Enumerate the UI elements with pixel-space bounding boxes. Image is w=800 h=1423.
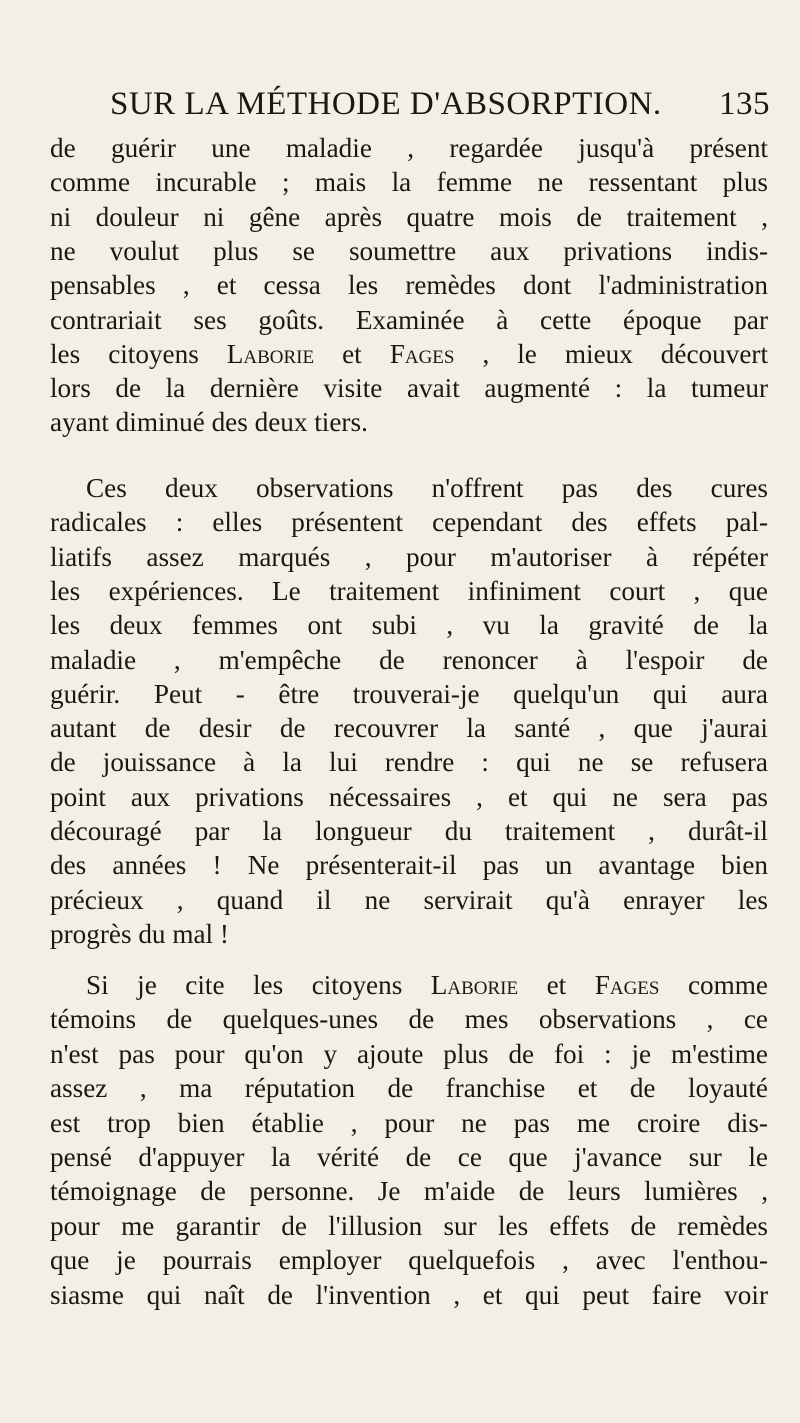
text-line: ne voulut plus se soumettre aux privations indis-	[50, 235, 768, 266]
text-line: les deux femmes ont subi , vu la gravité de la	[50, 610, 768, 641]
text-line: radicales : elles présentent cependant des effets pal-	[50, 507, 768, 538]
name-small-caps: Laborie	[226, 338, 315, 369]
text-line: de jouissance à la lui rendre : qui ne se refusera	[50, 747, 768, 778]
text-fragment: Si je cite les citoyens	[86, 970, 431, 1000]
text-line	[86, 968, 768, 1002]
name-small-caps: Fages	[389, 338, 455, 369]
running-title: SUR LA MÉTHODE D'ABSORPTION.	[110, 86, 662, 122]
page-number: 135	[719, 86, 770, 122]
text-fragment: et	[314, 338, 390, 369]
text-fragment: les citoyens	[50, 338, 227, 369]
text-line: témoignage de personne. Je m'aide de leurs lumières ,	[50, 1176, 768, 1207]
text-line: progrès du mal !	[50, 918, 229, 949]
text-line: contrariait ses goûts. Examinée à cette époque par	[50, 304, 768, 335]
text-line: est trop bien établie , pour ne pas me croire dis-	[50, 1107, 768, 1138]
running-header	[110, 86, 770, 123]
text-line: ni douleur ni gêne après quatre mois de traitement ,	[50, 201, 768, 232]
text-line: comme incurable ; mais la femme ne ressentant plus	[50, 167, 768, 198]
text-line: liatifs assez marqués , pour m'autoriser à répéter	[50, 541, 768, 572]
text-fragment: , le mieux découvert	[454, 338, 768, 369]
text-line: assez , ma réputation de franchise et de loyauté	[50, 1073, 768, 1104]
text-line: pensé d'appuyer la vérité de ce que j'avance sur le	[50, 1142, 768, 1172]
text-line: découragé par la longueur du traitement , durât-il	[50, 816, 768, 846]
text-line: autant de desir de recouvrer la santé , que j'aurai	[50, 713, 768, 744]
text-line	[50, 337, 768, 371]
text-line: n'est pas pour qu'on y ajoute plus de foi : je m'estime	[50, 1038, 768, 1069]
text-fragment: et	[518, 970, 595, 1000]
text-line: ayant diminué des deux tiers.	[50, 407, 368, 438]
text-line: que je pourrais employer quelquefois , avec l'enthou-	[50, 1245, 768, 1276]
text-line: de guérir une maladie , regardée jusqu'à présent	[50, 133, 768, 163]
text-line: Ces deux observations n'offrent pas des cures	[86, 473, 768, 503]
text-line: pour me garantir de l'illusion sur les effets de remèdes	[50, 1210, 768, 1241]
text-line: siasme qui naît de l'invention , et qui peut faire voir	[50, 1279, 768, 1310]
name-small-caps: Laborie	[430, 970, 519, 1000]
text-line: lors de la dernière visite avait augmenté : la tumeur	[50, 373, 768, 404]
text-line: guérir. Peut - être trouverai-je quelqu'un qui aura	[50, 678, 768, 709]
name-small-caps: Fages	[594, 970, 660, 1000]
text-fragment: comme	[659, 970, 768, 1000]
text-line: témoins de quelques-unes de mes observations , ce	[50, 1004, 768, 1035]
text-line: maladie , m'empêche de renoncer à l'espoir de	[50, 644, 768, 675]
text-line: point aux privations nécessaires , et qui ne sera pas	[50, 781, 768, 812]
text-line: précieux , quand il ne servirait qu'à enrayer les	[50, 884, 768, 915]
text-line: pensables , et cessa les remèdes dont l'administration	[50, 270, 768, 301]
text-line: les expériences. Le traitement infiniment court , que	[50, 575, 768, 606]
text-line: des années ! Ne présenterait-il pas un avantage bien	[50, 850, 768, 881]
